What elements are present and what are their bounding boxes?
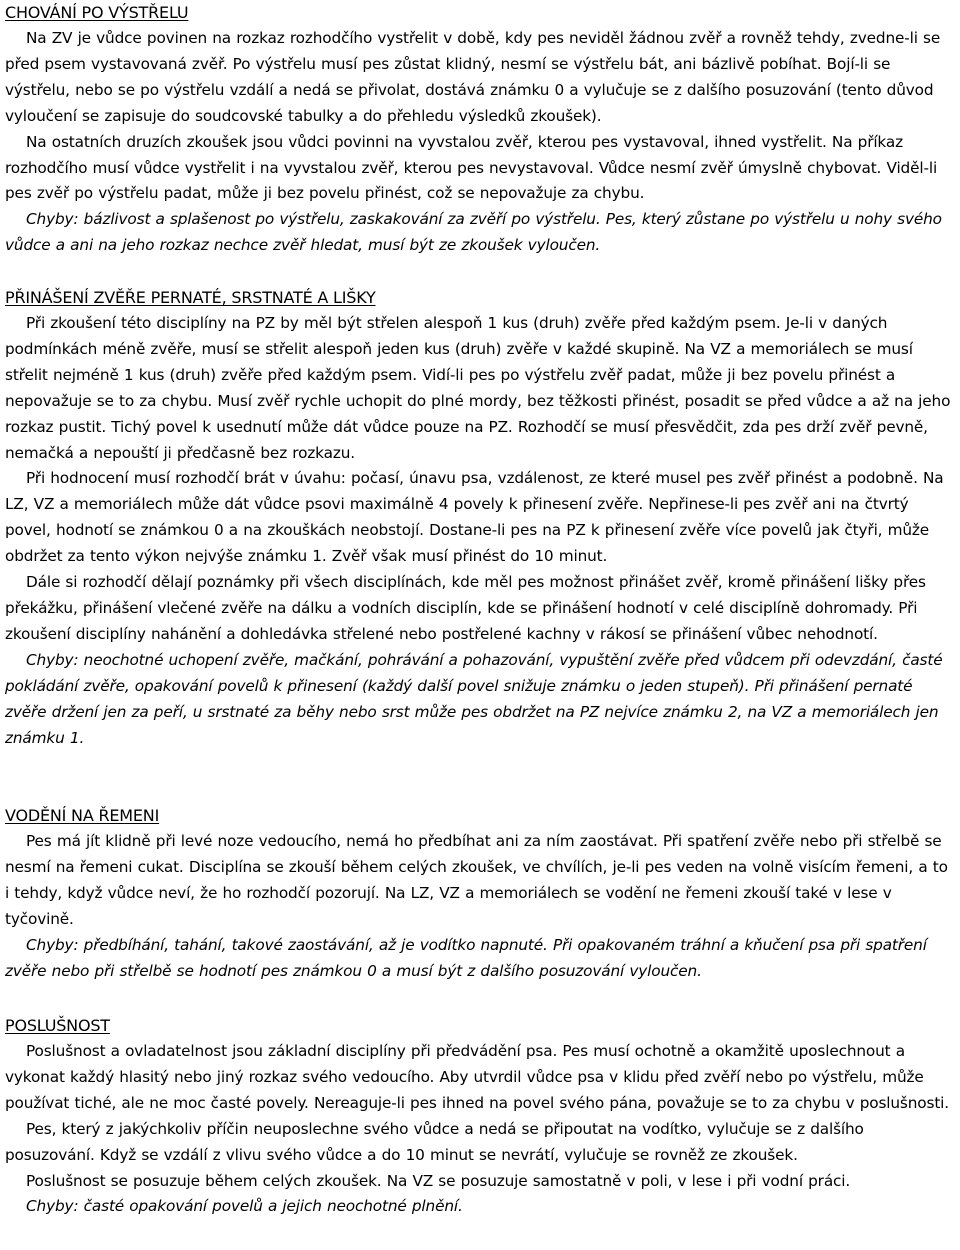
faults-paragraph: Chyby: neochotné uchopení zvěře, mačkání, pohrávání a pohazování, vypuštění zvěře před vůdcem při odevzdání, časté pokládání zvěře, opakování povelů k přinesení (každý další povel snižuje známku o jeden stupeň). Při přinášení pernaté zvěře držení jen za peří, u srstnaté za běhy nebo srst může pes obdržet na PZ nejvíce známku 2, na VZ a memoriálech jen známku 1. <box>5 650 943 747</box>
faults-paragraph: Chyby: předbíhání, tahání, takové zaostávání, až je vodítko napnuté. Při opakovaném tráhní a kňučení psa při spatření zvěře nebo při střelbě se hodnotí pes známkou 0 a musí být z dalšího posuzování vyloučen. <box>5 935 927 980</box>
section-vodeni-na-remeni <box>5 805 957 984</box>
paragraph: Poslušnost se posuzuje během celých zkoušek. Na VZ se posuzuje samostatně v poli, v lese i při vodní práci. <box>26 1171 851 1190</box>
paragraph: Pes má jít klidně při levé noze vedoucího, nemá ho předbíhat ani za ním zaostávat. Při spatření zvěře nebo při střelbě se nesmí na řemeni cukat. Disciplína se zkouší během celých zkoušek, ve chvílích, je-li pes veden na volně visícím řemeni, a to i tehdy, když vůdce neví, že ho rozhodčí pozorují. Na LZ, VZ a memoriálech se vodění ne řemeni zkouší také v lese v tyčovině. <box>5 832 948 928</box>
faults-paragraph: Chyby: bázlivost a splašenost po výstřelu, zaskakování za zvěří po výstřelu. Pes, který zůstane po výstřelu u nohy svého vůdce a ani na jeho rozkaz nechce zvěř hledat, musí být ze zkoušek vyloučen. <box>5 210 942 255</box>
paragraph: Na ostatních druzích zkoušek jsou vůdci povinni na vyvstalou zvěř, kterou pes vystavoval, ihned vystřelit. Na příkaz rozhodčího musí vůdce vystřelit i na vyvstalou zvěř, kterou pes nevystavoval. Vůdce nesmí zvěř úmyslně chybovat. Viděl-li pes zvěř po výstřelu padat, může ji bez povelu přinést, což se nepovažuje za chybu. <box>5 132 938 203</box>
paragraph: Při hodnocení musí rozhodčí brát v úvahu: počasí, únavu psa, vzdálenost, ze které musel pes zvěř přinést a podobně. Na LZ, VZ a memoriálech může dát vůdce psovi maximálně 4 povely k přinesení zvěře. Nepřinese-li pes zvěř ani na čtvrtý povel, hodnotí se známkou 0 a na zkouškách neobstojí. Dostane-li pes na PZ k přinesení zvěře více povelů jak čtyři, může obdržet za tento výkon nejvýše známku 1. Zvěř však musí přinést do 10 minut. <box>5 469 944 566</box>
section-heading: VODĚNÍ NA ŘEMENI <box>5 806 160 825</box>
paragraph: Dále si rozhodčí dělají poznámky při všech disciplínách, kde měl pes možnost přinášet zvěř, kromě přinášení lišky přes překážku, přinášení vlečené zvěře na dálku a vodních disciplín, kde se přinášení hodnotí v celé disciplíně dohromady. Při zkoušení disciplíny nahánění a dohledávka střelené nebo postřelené kachny v rákosí se přinášení vůbec nehodnotí. <box>5 573 926 643</box>
section-chovani-po-vystrelu <box>5 2 957 259</box>
section-body <box>5 1039 957 1220</box>
section-heading: POSLUŠNOST <box>5 1016 110 1035</box>
faults-paragraph: Chyby: časté opakování povelů a jejich neochotné plnění. <box>26 1197 463 1216</box>
section-heading: CHOVÁNÍ PO VÝSTŘELU <box>5 3 189 22</box>
section-body <box>5 26 957 259</box>
paragraph: Poslušnost a ovladatelnost jsou základní disciplíny při předvádění psa. Pes musí ochotně a okamžitě uposlechnout a vykonat každý hlasitý nebo jiný rozkaz svého vedoucího. Aby utvrdil vůdce psa v klidu před zvěří nebo po výstřelu, může používat tiché, ale ne moc časté povely. Nereaguje-li pes ihned na povel svého pána, považuje se to za chybu v poslušnosti. <box>5 1042 949 1112</box>
section-heading: PŘINÁŠENÍ ZVĚŘE PERNATÉ, SRSTNATÉ A LIŠKY <box>5 288 376 307</box>
paragraph: Na ZV je vůdce povinen na rozkaz rozhodčího vystřelit v době, kdy pes neviděl žádnou zvěř a rovněž tehdy, zvedne-li se před psem vystavovaná zvěř. Po výstřelu musí pes zůstat klidný, nesmí se výstřelu bát, ani bázlivě pobíhat. Bojí-li se výstřelu, nebo se po výstřelu vzdálí a nedá se přivolat, dostává známku 0 a vylučuje se z dalšího posuzování (tento důvod vyloučení se zapisuje do soudcovské tabulky a do přehledu výsledků zkoušek). <box>5 29 941 125</box>
paragraph: Při zkoušení této disciplíny na PZ by měl být střelen alespoň 1 kus (druh) zvěře před každým psem. Je-li v daných podmínkách méně zvěře, musí se střelit alespoň jeden kus (druh) zvěře v každé skupině. Na VZ a memoriálech se musí střelit nejméně 1 kus (druh) zvěře před každým psem. Vidí-li pes po výstřelu zvěř padat, může ji bez povelu přinést a nepovažuje se to za chybu. Musí zvěř rychle uchopit do plné mordy, bez těžkosti přinést, posadit se před vůdce a až na jeho rozkaz pustit. Tichý povel k usednutí může dát vůdce pouze na PZ. Rozhodčí se musí přesvědčit, zda pes drží zvěř pevně, nemačká a nepouští ji předčasně bez rozkazu. <box>5 314 951 462</box>
section-poslusnost <box>5 1015 957 1220</box>
section-body <box>5 311 957 751</box>
section-prinaseni-zvere <box>5 287 957 751</box>
section-body <box>5 829 957 984</box>
paragraph: Pes, který z jakýchkoliv příčin neuposlechne svého vůdce a nedá se připoutat na vodítko, vylučuje se z dalšího posuzování. Když se vzdálí z vlivu svého vůdce a do 10 minut se nevrátí, vylučuje se rovněž ze zkoušek. <box>5 1119 864 1164</box>
